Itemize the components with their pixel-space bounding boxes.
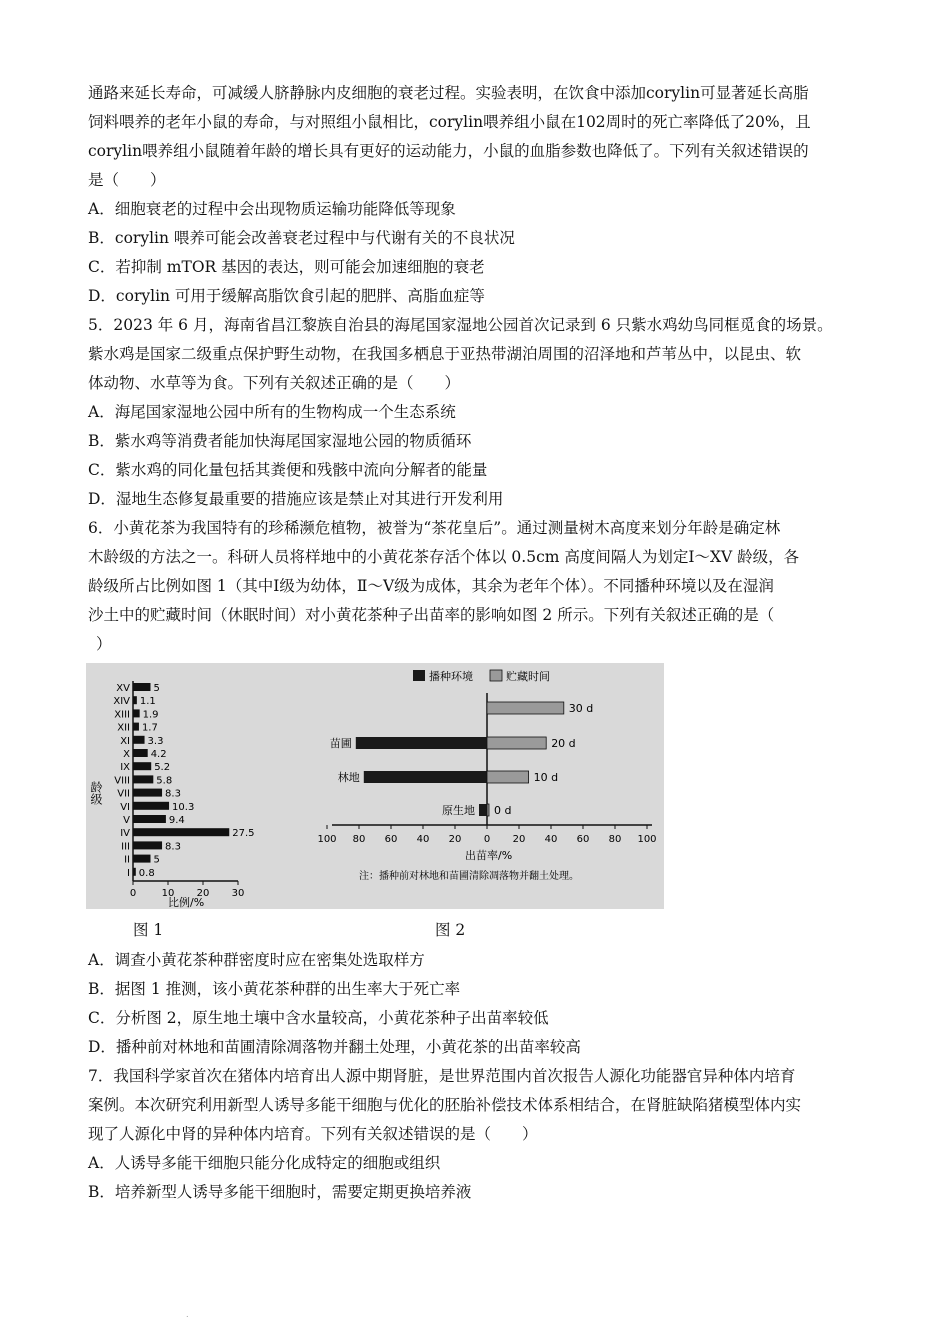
fig1-category-label: VIII xyxy=(114,775,130,787)
fig1-category-label: XV xyxy=(116,683,130,694)
q6-option-a: A．调查小黄花茶种群密度时应在密集处选取样方 xyxy=(88,951,425,969)
fig1-value-label: 5.8 xyxy=(156,775,173,787)
fig1-bar xyxy=(133,855,151,863)
fig2-x-label: 出苗率/% xyxy=(465,849,513,862)
fig1-bar xyxy=(133,828,229,836)
fig1-x-tick-label: 10 xyxy=(161,888,175,899)
fig2-x-tick-label: 80 xyxy=(352,834,366,845)
fig1-value-label: 1.1 xyxy=(139,696,156,708)
fig1-bar xyxy=(133,762,151,770)
q6-text-line-2: 木龄级的方法之一。科研人员将样地中的小黄花茶存活个体以 0.5cm 高度间隔人为划定Ⅰ～XV 龄级，各 xyxy=(88,548,800,566)
fig1-value-label: 10.3 xyxy=(172,801,195,813)
fig1-category-label: III xyxy=(121,841,130,853)
fig2-legend-env-label: 播种环境 xyxy=(429,670,473,683)
q6-text-line-1: 6．小黄花茶为我国特有的珍稀濒危植物，被誉为“茶花皇后”。通过测量树木高度来划分年龄是确定林 xyxy=(88,519,781,537)
q6-text-line-3: 龄级所占比例如图 1（其中Ⅰ级为幼体，Ⅱ～Ⅴ级为成体，其余为老年个体）。不同播种环境以及在湿润 xyxy=(88,577,774,595)
fig1-value-label: 8.3 xyxy=(165,841,181,853)
fig1-value-label: 5 xyxy=(153,683,160,694)
q4-option-b: B．corylin 喂养可能会改善衰老过程中与代谢有关的不良状况 xyxy=(88,229,515,247)
q5-option-c: C．紫水鸡的同化量包括其粪便和残骸中流向分解者的能量 xyxy=(88,461,488,479)
fig2-chart xyxy=(317,669,656,882)
fig1-chart xyxy=(89,681,255,909)
fig1-category-label: VII xyxy=(117,788,130,800)
fig1-category-label: II xyxy=(124,854,130,866)
fig2-env-bar xyxy=(356,737,487,749)
q6-option-b: B．据图 1 推测，该小黄花茶种群的出生率大于死亡率 xyxy=(88,980,461,998)
fig2-env-bar xyxy=(479,804,487,816)
fig1-value-label: 3.3 xyxy=(147,735,164,747)
q7-option-b: B．培养新型人诱导多能干细胞时，需要定期更换培养液 xyxy=(88,1183,472,1201)
fig1-category-label: X xyxy=(123,749,130,760)
fig2-storage-bar xyxy=(487,771,529,783)
fig2-storage-bar xyxy=(487,804,489,816)
q4-option-c: C．若抑制 mTOR 基因的表达，则可能会加速细胞的衰老 xyxy=(88,258,485,276)
q4-option-d: D．corylin 可用于缓解高脂饮食引起的肥胖、高脂血症等 xyxy=(88,287,485,305)
q5-text-line-2: 紫水鸡是国家二级重点保护野生动物，在我国多栖息于亚热带湖泊周围的沼泽地和芦苇丛中，以昆虫、软 xyxy=(88,345,802,363)
fig2-x-tick-label: 100 xyxy=(637,834,657,845)
fig1-bar xyxy=(133,709,140,717)
q6-option-d: D．播种前对林地和苗圃清除凋落物并翻土处理，小黄花茶的出苗率较高 xyxy=(88,1038,581,1056)
fig2-legend-env-swatch xyxy=(413,670,425,681)
fig2-row-label: 苗圃 xyxy=(329,737,352,750)
q7-text-line-2: 案例。本次研究利用新型人诱导多能干细胞与优化的胚胎补偿技术体系相结合，在肾脏缺陷猪模型体内实 xyxy=(88,1096,802,1114)
fig1-category-label: V xyxy=(123,815,130,826)
fig1-bar xyxy=(133,841,162,849)
fig1-bar xyxy=(133,775,153,783)
fig2-storage-label: 0 d xyxy=(494,804,512,817)
fig1-value-label: 27.5 xyxy=(232,828,255,840)
fig1-value-label: 1.9 xyxy=(142,709,159,721)
fig2-row-label: 原生地 xyxy=(442,804,475,817)
q4-text-line-3: corylin喂养组小鼠随着年龄的增长具有更好的运动能力，小鼠的血脂参数也降低了。下列有关叙述错误的 xyxy=(88,142,809,160)
q5-option-d: D．湿地生态修复最重要的措施应该是禁止对其进行开发利用 xyxy=(88,490,504,508)
fig1-bar xyxy=(133,789,162,797)
fig2-x-tick-label: 100 xyxy=(317,834,337,845)
q5-option-a: A．海尾国家湿地公园中所有的生物构成一个生态系统 xyxy=(88,403,456,421)
q7-text-line-3: 现了人源化中肾的异种体内培育。下列有关叙述错误的是（ ） xyxy=(88,1125,538,1143)
fig1-value-label: 4.2 xyxy=(150,749,167,760)
figure-panel xyxy=(86,663,664,909)
q4-text-line-1: 通路来延长寿命，可减缓人脐静脉内皮细胞的衰老过程。实验表明，在饮食中添加corylin可显著延长高脂 xyxy=(88,84,809,102)
q5-text-line-1: 5．2023 年 6 月，海南省昌江黎族自治县的海尾国家湿地公园首次记录到 6 只紫水鸡幼鸟同框觅食的场景。 xyxy=(88,316,833,334)
fig1-category-label: I xyxy=(127,867,130,879)
fig2-row-label: 林地 xyxy=(337,771,360,784)
fig1-value-label: 5 xyxy=(153,854,160,866)
fig2-x-tick-label: 80 xyxy=(608,834,622,845)
fig2-storage-label: 20 d xyxy=(551,737,576,750)
q7-option-a: A．人诱导多能干细胞只能分化成特定的细胞或组织 xyxy=(88,1154,441,1172)
fig1-x-tick-label: 0 xyxy=(129,888,137,899)
fig1-x-label: 比例/% xyxy=(168,896,205,909)
fig1-value-label: 9.4 xyxy=(168,815,185,826)
fig1-value-label: 0.8 xyxy=(138,867,155,879)
fig1-category-label: XIII xyxy=(114,709,130,721)
fig2-caption: 图 2 xyxy=(435,921,466,939)
fig2-x-tick-label: 20 xyxy=(512,834,526,845)
fig1-bar xyxy=(133,683,151,691)
q6-text-line-4: 沙土中的贮藏时间（休眠时间）对小黄花茶种子出苗率的影响如图 2 所示。下列有关叙述正确的是（ xyxy=(88,606,775,624)
q6-option-c: C．分析图 2，原生地土壤中含水量较高，小黄花茶种子出苗率较低 xyxy=(88,1009,549,1027)
fig1-bar xyxy=(133,802,169,810)
q7-text-line-1: 7．我国科学家首次在猪体内培育出人源中期肾脏，是世界范围内首次报告人源化功能器官异种体内培育 xyxy=(88,1067,796,1085)
fig1-x-tick-label: 30 xyxy=(231,888,245,899)
fig1-bar xyxy=(133,736,145,744)
fig2-legend-storage-swatch xyxy=(490,670,502,681)
fig1-value-label: 1.7 xyxy=(141,722,158,734)
fig1-bar xyxy=(133,868,136,876)
fig1-bar xyxy=(133,815,166,823)
fig2-x-tick-label: 20 xyxy=(448,834,462,845)
fig2-x-tick-label: 0 xyxy=(483,834,491,845)
fig1-bar xyxy=(133,723,139,731)
fig2-note: 注：播种前对林地和苗圃清除凋落物并翻土处理。 xyxy=(359,871,579,882)
fig2-storage-label: 30 d xyxy=(568,702,594,715)
fig1-category-label: IV xyxy=(120,828,130,840)
fig2-legend-storage-label: 贮藏时间 xyxy=(506,670,550,683)
fig1-category-label: VI xyxy=(120,801,130,813)
figure-svg xyxy=(86,663,664,909)
q4-option-a: A．细胞衰老的过程中会出现物质运输功能降低等现象 xyxy=(88,200,456,218)
fig1-category-label: IX xyxy=(120,762,130,774)
q5-text-line-3: 体动物、水草等为食。下列有关叙述正确的是（ ） xyxy=(88,374,461,392)
fig1-category-label: XII xyxy=(117,722,130,734)
q4-text-line-4: 是（ ） xyxy=(88,171,166,189)
fig2-x-tick-label: 60 xyxy=(576,834,590,845)
fig1-category-label: XIV xyxy=(113,696,130,708)
fig2-storage-label: 10 d xyxy=(533,771,559,784)
fig1-bar xyxy=(133,696,137,704)
fig1-y-label: 龄级 xyxy=(89,781,103,805)
fig2-x-tick-label: 40 xyxy=(416,834,430,845)
q5-option-b: B．紫水鸡等消费者能加快海尾国家湿地公园的物质循环 xyxy=(88,432,472,450)
q4-text-line-2: 饲料喂养的老年小鼠的寿命，与对照组小鼠相比，corylin喂养组小鼠在102周时的死亡率降低了20%，且 xyxy=(88,113,811,131)
fig1-value-label: 8.3 xyxy=(165,788,181,800)
fig2-storage-bar xyxy=(487,702,564,714)
fig2-x-tick-label: 60 xyxy=(384,834,398,845)
fig2-x-tick-label: 40 xyxy=(544,834,558,845)
fig1-value-label: 5.2 xyxy=(154,762,171,774)
fig1-bar xyxy=(133,749,148,757)
fig2-storage-bar xyxy=(487,737,546,749)
footer-mark: . xyxy=(186,1310,189,1319)
fig1-x-tick-label: 20 xyxy=(196,888,210,899)
fig1-caption: 图 1 xyxy=(133,921,164,939)
q6-text-line-5: ） xyxy=(96,635,112,653)
fig1-category-label: XI xyxy=(120,735,130,747)
fig2-env-bar xyxy=(364,771,487,783)
